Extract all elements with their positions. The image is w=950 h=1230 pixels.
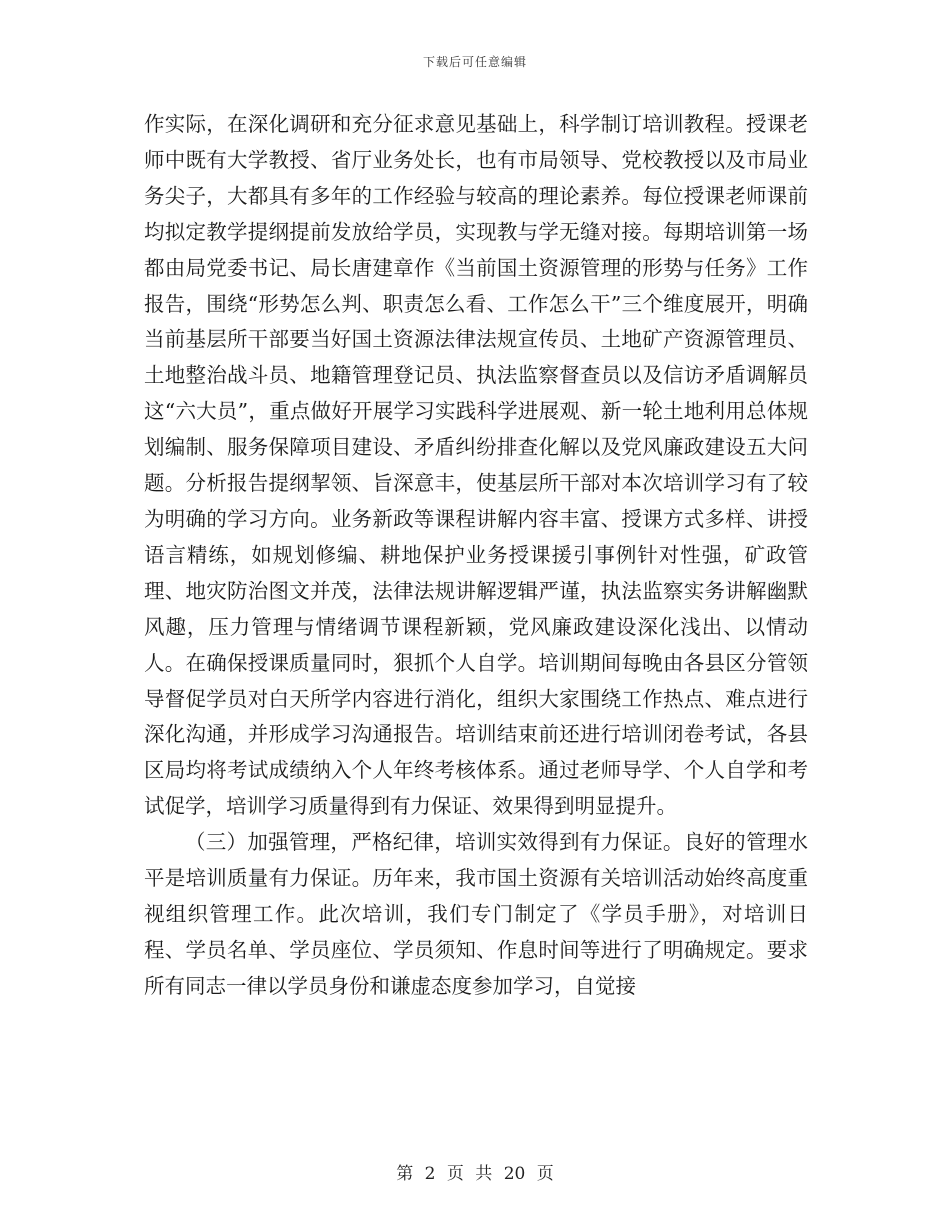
document-body xyxy=(144,107,808,1005)
page-header-note: 下载后可任意编辑 xyxy=(422,55,527,69)
footer-page-word: 页 xyxy=(446,1164,464,1184)
current-page-number: 2 xyxy=(424,1164,436,1184)
body-paragraph: 作实际，在深化调研和充分征求意见基础上，科学制订培训教程。授课老师中既有大学教授、省厅业务处长，也有市局领导、党校教授以及市局业务尖子，大都具有多年的工作经验与较高的理论素养。每位授课老师课前均拟定教学提纲提前发放给学员，实现教与学无缝对接。每期培训第一场都由局党委书记、局长唐建章作《当前国土资源管理的形势与任务》工作报告，围绕“形势怎么判、职责怎么看、工作怎么干”三个维度展开，明确当前基层所干部要当好国土资源法律法规宣传员、土地矿产资源管理员、土地整治战斗员、地籍管理登记员、执法监察督查员以及信访矛盾调解员这“六大员”，重点做好开展学习实践科学进展观、新一轮土地利用总体规划编制、服务保障项目建设、矛盾纠纷排查化解以及党风廉政建设五大问题。分析报告提纲挈领、旨深意丰，使基层所干部对本次培训学习有了较为明确的学习方向。业务新政等课程讲解内容丰富、授课方式多样、讲授语言精练，如规划修编、耕地保护业务授课援引事例针对性强，矿政管理、地灾防治图文并茂，法律法规讲解逻辑严谨，执法监察实务讲解幽默风趣，压力管理与情绪调节课程新颖，党风廉政建设深化浅出、以情动人。在确保授课质量同时，狠抓个人自学。培训期间每晚由各县区分管领导督促学员对白天所学内容进行消化，组织大家围绕工作热点、难点进行深化沟通，并形成学习沟通报告。培训结束前还进行培训闭卷考试，各县区局均将考试成绩纳入个人年终考核体系。通过老师导学、个人自学和考试促学，培训学习质量得到有力保证、效果得到明显提升。 xyxy=(144,112,808,819)
footer-suffix: 页 xyxy=(536,1164,554,1184)
footer-total-word: 共 xyxy=(475,1164,493,1184)
body-paragraph: （三）加强管理，严格纪律，培训实效得到有力保证。良好的管理水平是培训质量有力保证。历年来，我市国土资源有关培训活动始终高度重视组织管理工作。此次培训，我们专门制定了《学员手册》，对培训日程、学员名单、学员座位、学员须知、作息时间等进行了明确规定。要求所有同志一律以学员身份和谦虚态度参加学习，自觉接 xyxy=(144,830,808,998)
footer-prefix: 第 xyxy=(396,1164,414,1184)
page-footer xyxy=(0,1159,950,1184)
total-page-count: 20 xyxy=(503,1164,526,1184)
